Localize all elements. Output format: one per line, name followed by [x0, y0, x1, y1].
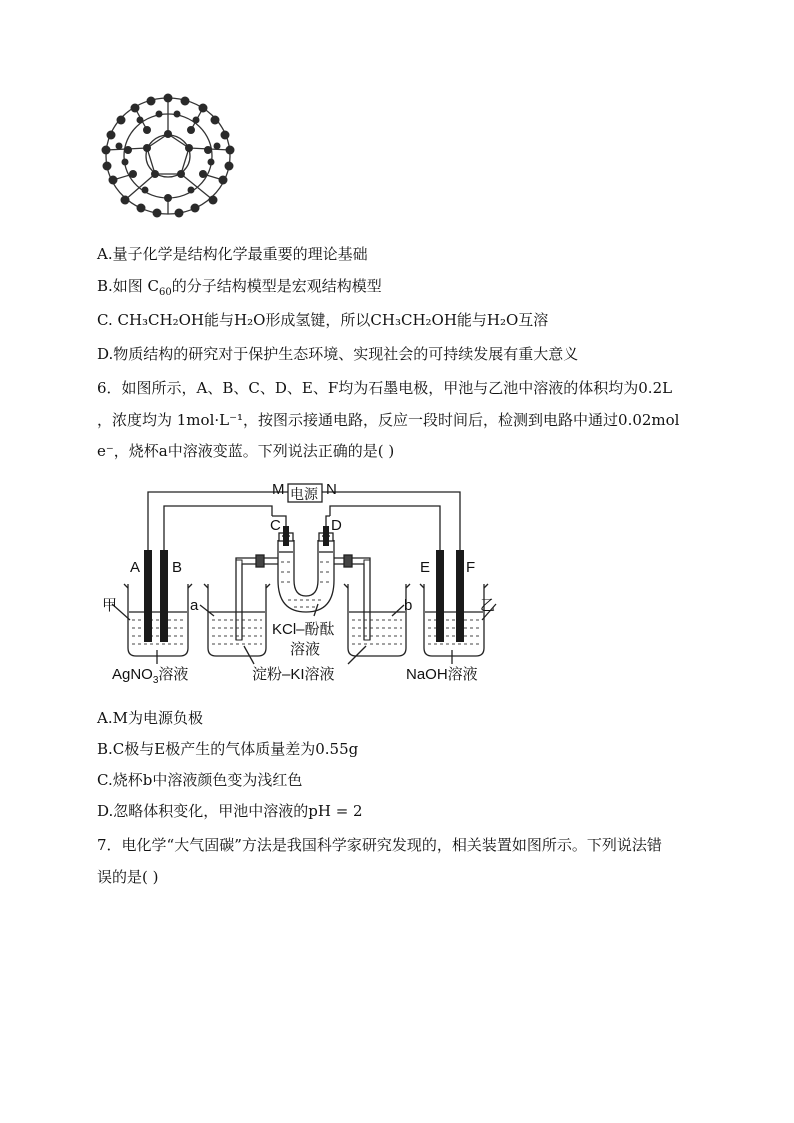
- label-f-electrode: F: [466, 559, 476, 576]
- label-agno3: [112, 665, 188, 686]
- electrode-a: [144, 550, 152, 642]
- label-agno3-suffix: 溶液: [158, 666, 189, 683]
- q6-option-b: B.C极与E极产生的气体质量差为0.55g: [97, 740, 359, 758]
- q6-option-a: A.M为电源负极: [97, 709, 203, 727]
- label-kcl-line2: 溶液: [290, 641, 321, 658]
- label-a-electrode: A: [130, 559, 141, 576]
- label-beaker-a: a: [190, 597, 199, 614]
- q5-option-b-prefix: B.如图 C: [97, 277, 160, 295]
- q5-option-b-subscript: 60: [159, 287, 172, 298]
- q6-stem-line2: ，浓度均为 1mol·L⁻¹，按图示接通电路，反应一段时间后，检测到电路中通过0.02mol: [97, 411, 680, 429]
- q5-option-d: D.物质结构的研究对于保护生态环境、实现社会的可持续发展有重大意义: [97, 345, 579, 363]
- label-agno3-formula: AgNO: [112, 666, 153, 683]
- electrode-e: [436, 550, 444, 642]
- electrode-c: [283, 526, 289, 546]
- q6-stem-line1: 6．如图所示，A、B、C、D、E、F均为石墨电极，甲池与乙池中溶液的体积均为0.2L: [97, 379, 673, 397]
- q6-option-d: D.忽略体积变化，甲池中溶液的pH = 2: [97, 802, 363, 820]
- label-starch-ki: 淀粉–KI溶液: [252, 666, 335, 683]
- label-d: D: [331, 517, 342, 534]
- label-e-electrode: E: [420, 559, 431, 576]
- power-source-label: 电源: [290, 486, 318, 502]
- label-jia: 甲: [102, 597, 118, 614]
- label-kcl-line1: KCl–酚酞: [272, 621, 335, 638]
- label-c: C: [270, 517, 281, 534]
- q5-option-b-suffix: 的分子结构模型是宏观结构模型: [171, 277, 382, 295]
- electrode-f: [456, 550, 464, 642]
- q7-stem-line2: 误的是( ): [97, 868, 159, 886]
- q6-stem-line3: e⁻，烧杯a中溶液变蓝。下列说法正确的是( ): [97, 442, 395, 460]
- label-beaker-b: b: [404, 597, 413, 614]
- label-m: M: [272, 481, 285, 498]
- label-b-electrode: B: [172, 559, 183, 576]
- q5-option-c: C. CH₃CH₂OH能与H₂O形成氢键，所以CH₃CH₂OH能与H₂O互溶: [97, 311, 549, 329]
- electrode-d: [323, 526, 329, 546]
- label-yi: 乙: [480, 597, 496, 614]
- label-n: N: [326, 481, 337, 498]
- q5-option-a: A.量子化学是结构化学最重要的理论基础: [97, 245, 368, 263]
- electrode-b: [160, 550, 168, 642]
- label-agno3-subscript: 3: [152, 675, 159, 686]
- q6-option-c: C.烧杯b中溶液颜色变为浅红色: [97, 771, 303, 789]
- q7-stem-line1: 7．电化学“大气固碳”方法是我国科学家研究发现的，相关装置如图所示。下列说法错: [97, 836, 662, 854]
- label-naoh: NaOH溶液: [406, 666, 478, 683]
